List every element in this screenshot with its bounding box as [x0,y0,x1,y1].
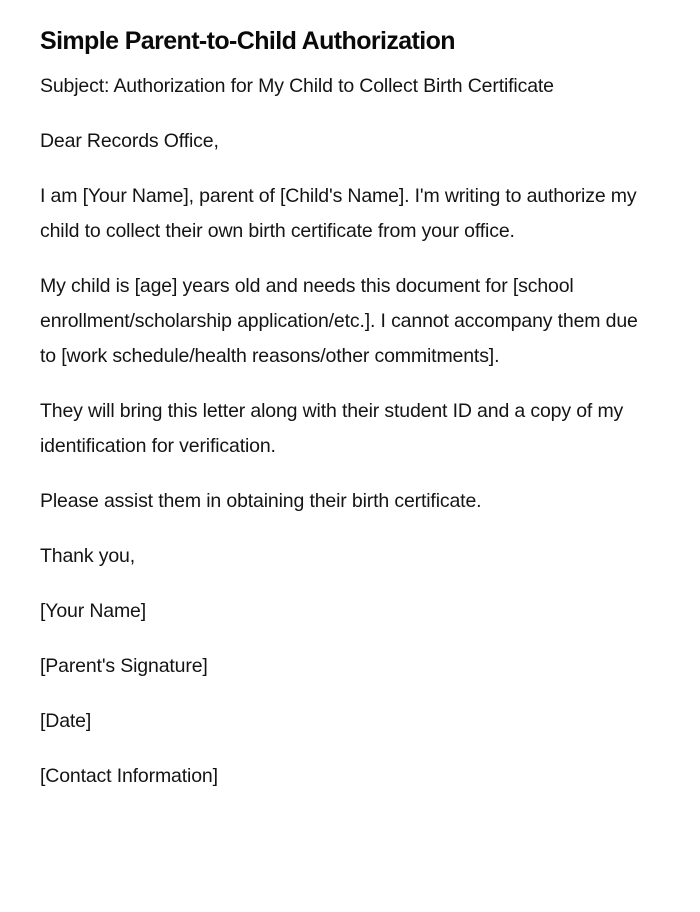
signature-date: [Date] [40,710,92,732]
body-paragraph-request: Please assist them in obtaining their birth certificate. [40,490,482,512]
letter-document [40,24,650,794]
body-paragraph-verification: They will bring this letter along with their student ID and a copy of my identification for verification. [40,400,624,457]
signature-line: [Parent's Signature] [40,655,208,677]
subject-line: Subject: Authorization for My Child to Collect Birth Certificate [40,75,554,97]
body-paragraph-reason: My child is [age] years old and needs this document for [school enrollment/scholarship application/etc.]. I cannot accompany them due to [work schedule/health reasons/other commitments]. [40,275,638,367]
signature-name: [Your Name] [40,600,147,622]
document-title: Simple Parent-to-Child Authorization [40,27,455,55]
greeting: Dear Records Office, [40,130,219,152]
closing: Thank you, [40,545,135,567]
signature-contact: [Contact Information] [40,765,218,787]
body-paragraph-introduction: I am [Your Name], parent of [Child's Name]. I'm writing to authorize my child to collect their own birth certificate from your office. [40,185,637,242]
